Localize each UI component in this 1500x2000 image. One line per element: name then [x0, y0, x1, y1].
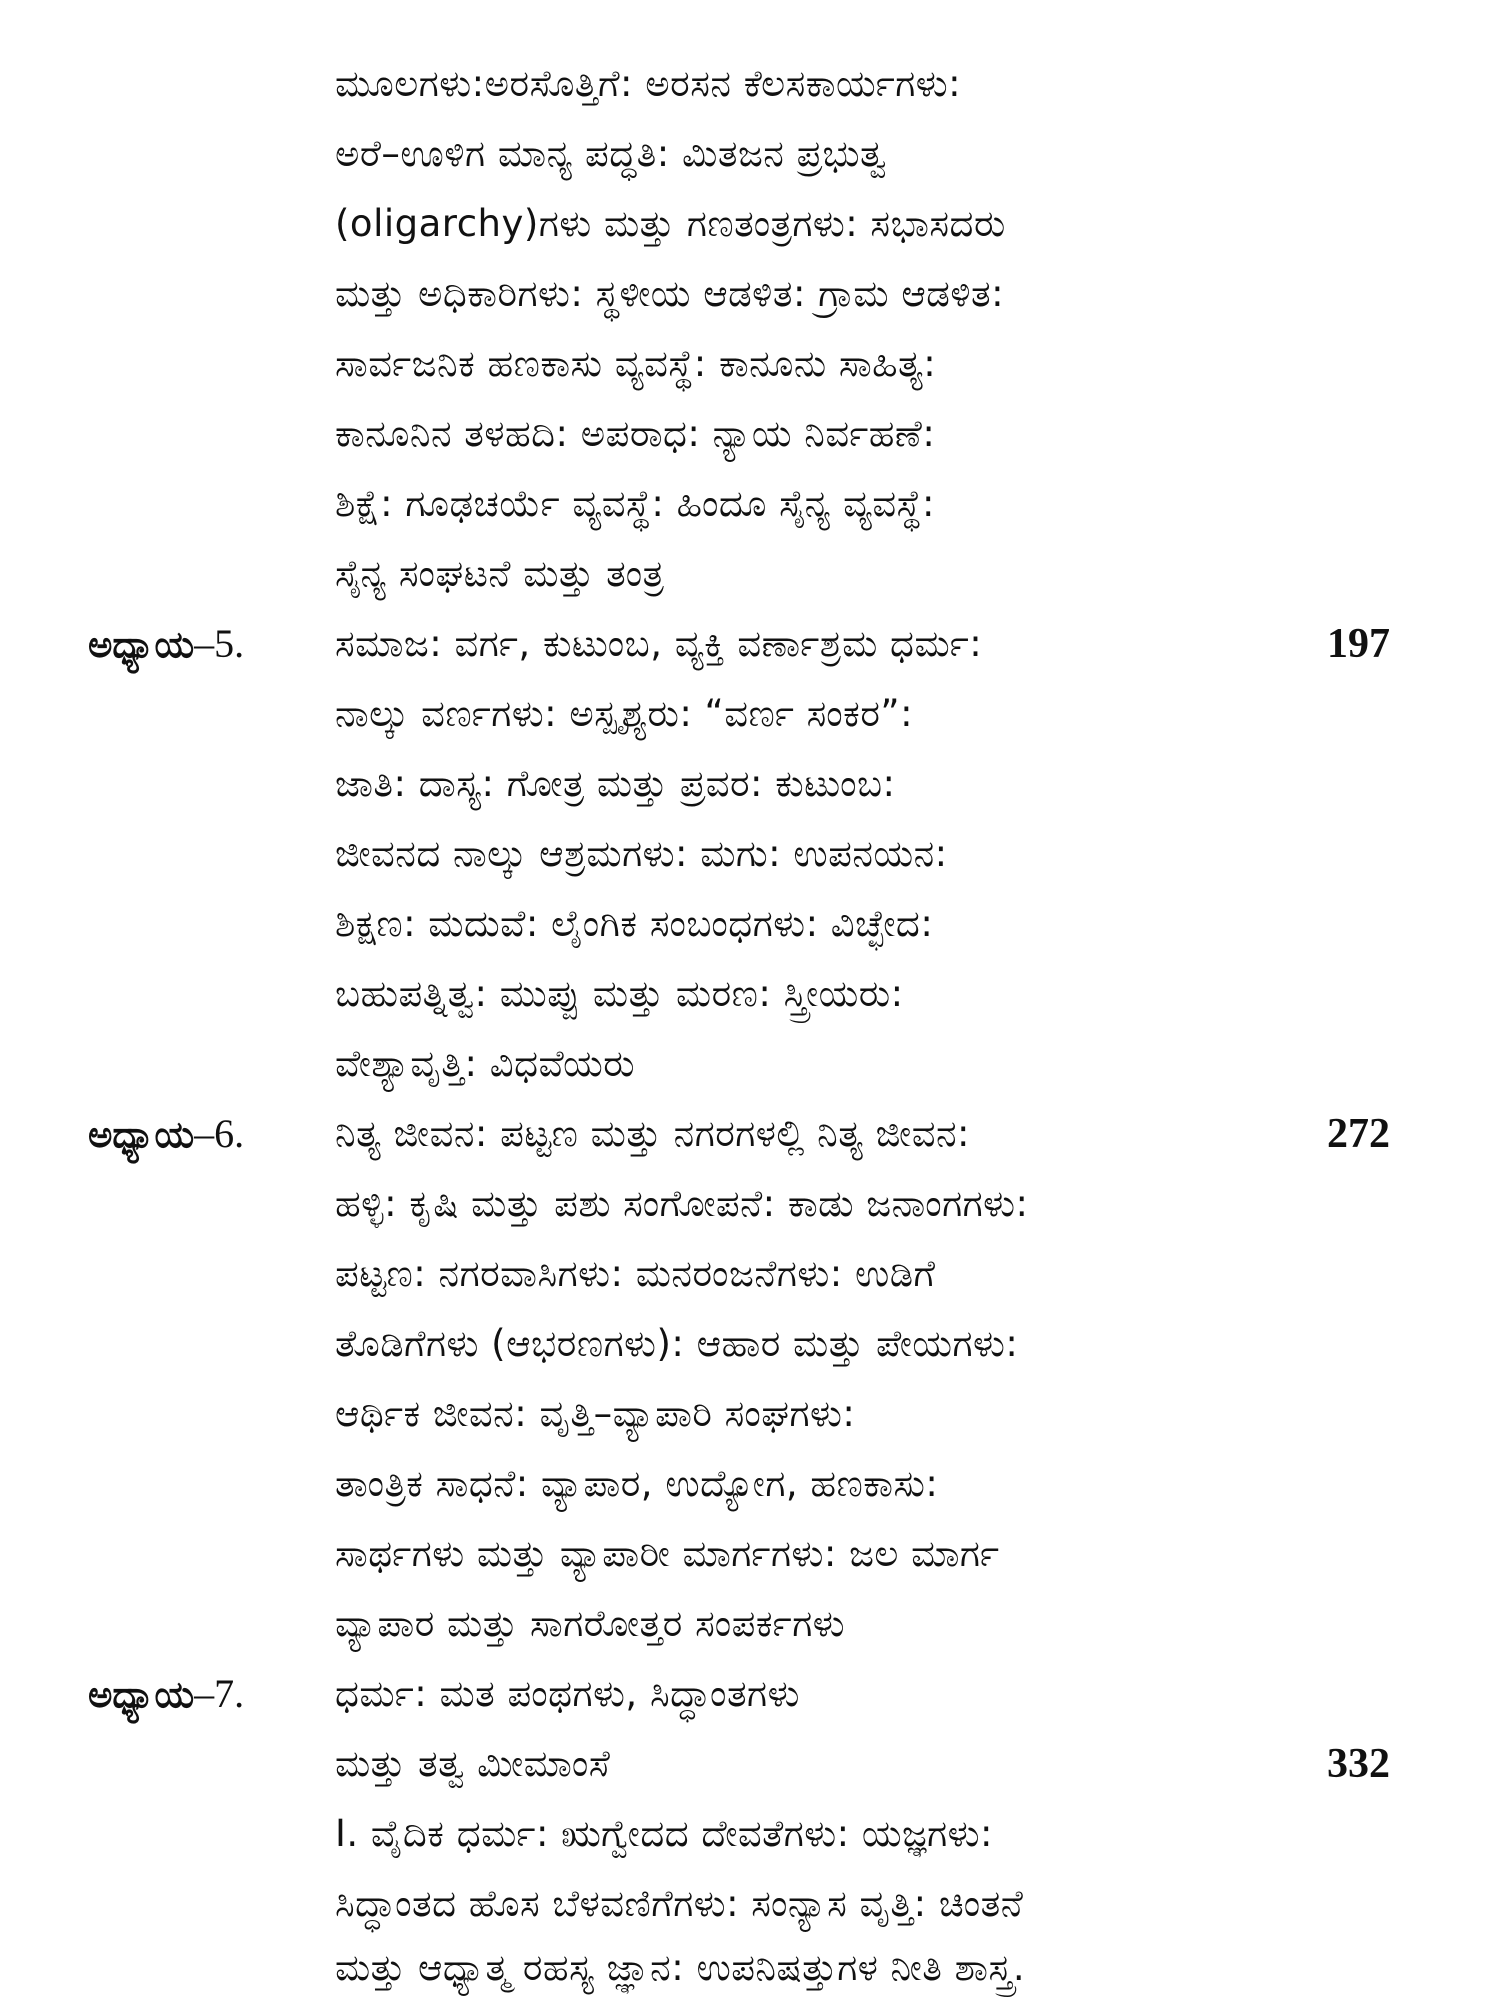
toc-line: ಆರ್ಥಿಕ ಜೀವನ: ವೃತ್ತಿ–ವ್ಯಾಪಾರಿ ಸಂಘಗಳು:: [335, 1392, 856, 1435]
toc-line: I. ವೈದಿಕ ಧರ್ಮ: ಋಗ್ವೇದದ ದೇವತೆಗಳು: ಯಜ್ಞಗಳು:: [335, 1812, 993, 1855]
toc-line: ತಾಂತ್ರಿಕ ಸಾಧನೆ: ವ್ಯಾಪಾರ, ಉದ್ಯೋಗ, ಹಣಕಾಸು:: [335, 1462, 939, 1505]
toc-line: ಸಾರ್ಥಗಳು ಮತ್ತು ವ್ಯಾಪಾರೀ ಮಾರ್ಗಗಳು: ಜಲ ಮಾರ್ಗ: [335, 1532, 1000, 1575]
toc-line: ಜೀವನದ ನಾಲ್ಕು ಆಶ್ರಮಗಳು: ಮಗು: ಉಪನಯನ:: [335, 832, 948, 875]
chapter-5-page-number: 197: [1327, 621, 1390, 667]
toc-line: ಸಿದ್ಧಾಂತದ ಹೊಸ ಬೆಳವಣಿಗೆಗಳು: ಸಂನ್ಯಾಸ ವೃತ್ತಿ: ಚಿಂತನೆ: [335, 1882, 1024, 1925]
toc-line: ಸೈನ್ಯ ಸಂಘಟನೆ ಮತ್ತು ತಂತ್ರ: [335, 552, 665, 595]
chapter-7-heading: [88, 1666, 244, 1723]
toc-line: ಮತ್ತು ಆಧ್ಯಾತ್ಮ ರಹಸ್ಯ ಜ್ಞಾನ: ಉಪನಿಷತ್ತುಗಳ ನೀತಿ ಶಾಸ್ತ್ರ.: [335, 1946, 1026, 1989]
toc-line: ಧರ್ಮ: ಮತ ಪಂಥಗಳು, ಸಿದ್ಧಾಂತಗಳು: [335, 1672, 800, 1715]
chapter-word: ಅಧ್ಯಾಯ: [88, 623, 195, 666]
toc-line: ನಿತ್ಯ ಜೀವನ: ಪಟ್ಟಣ ಮತ್ತು ನಗರಗಳಲ್ಲಿ ನಿತ್ಯ ಜೀವನ:: [335, 1112, 970, 1155]
toc-line: ಮತ್ತು ಅಧಿಕಾರಿಗಳು: ಸ್ಥಳೀಯ ಆಡಳಿತ: ಗ್ರಾಮ ಆಡಳಿತ:: [335, 272, 1005, 315]
toc-line: ಶಿಕ್ಷೆ: ಗೂಢಚರ್ಯೆ ವ್ಯವಸ್ಥೆ: ಹಿಂದೂ ಸೈನ್ಯ ವ್ಯವಸ್ಥೆ:: [335, 482, 936, 525]
toc-line: ಅರೆ–ಊಳಿಗ ಮಾನ್ಯ ಪದ್ಧತಿ: ಮಿತಜನ ಪ್ರಭುತ್ವ: [335, 132, 887, 175]
toc-line: ನಾಲ್ಕು ವರ್ಣಗಳು: ಅಸ್ಪೃಶ್ಯರು: “ವರ್ಣ ಸಂಕರ”:: [335, 692, 914, 735]
toc-line: ಜಾತಿ: ದಾಸ್ಯ: ಗೋತ್ರ ಮತ್ತು ಪ್ರವರ: ಕುಟುಂಬ:: [335, 762, 896, 805]
toc-line: ಬಹುಪತ್ನಿತ್ವ: ಮುಪ್ಪು ಮತ್ತು ಮರಣ: ಸ್ತ್ರೀಯರು:: [335, 972, 904, 1015]
toc-line: ಹಳ್ಳಿ: ಕೃಷಿ ಮತ್ತು ಪಶು ಸಂಗೋಪನೆ: ಕಾಡು ಜನಾಂಗಗಳು:: [335, 1182, 1029, 1225]
chapter-number: –7.: [194, 1671, 245, 1716]
toc-line: ಪಟ್ಟಣ: ನಗರವಾಸಿಗಳು: ಮನರಂಜನೆಗಳು: ಉಡಿಗೆ: [335, 1252, 936, 1295]
chapter-7-page-number: 332: [1327, 1741, 1390, 1787]
toc-line: ಶಿಕ್ಷಣ: ಮದುವೆ: ಲೈಂಗಿಕ ಸಂಬಂಧಗಳು: ವಿಚ್ಛೇದ:: [335, 902, 934, 945]
toc-line: ಮೂಲಗಳು:ಅರಸೊತ್ತಿಗೆ: ಅರಸನ ಕೆಲಸಕಾರ್ಯಗಳು:: [335, 62, 962, 105]
chapter-word: ಅಧ್ಯಾಯ: [88, 1673, 195, 1716]
toc-line: ತೊಡಿಗೆಗಳು (ಆಭರಣಗಳು): ಆಹಾರ ಮತ್ತು ಪೇಯಗಳು:: [335, 1322, 1019, 1365]
toc-line: ಸಮಾಜ: ವರ್ಗ, ಕುಟುಂಬ, ವ್ಯಕ್ತಿ ವರ್ಣಾಶ್ರಮ ಧರ್ಮ:: [335, 622, 983, 665]
chapter-number: –6.: [194, 1111, 245, 1156]
toc-line: ಮತ್ತು ತತ್ವ ಮೀಮಾಂಸೆ: [335, 1742, 611, 1785]
chapter-5-heading: [88, 616, 244, 673]
chapter-6-page-number: 272: [1327, 1111, 1390, 1157]
chapter-number: –5.: [194, 621, 245, 666]
chapter-6-heading: [88, 1106, 244, 1163]
toc-line: ಕಾನೂನಿನ ತಳಹದಿ: ಅಪರಾಧ: ನ್ಯಾಯ ನಿರ್ವಹಣೆ:: [335, 412, 936, 455]
toc-line: ವೇಶ್ಯಾವೃತ್ತಿ: ವಿಧವೆಯರು: [335, 1042, 636, 1085]
toc-line: ವ್ಯಾಪಾರ ಮತ್ತು ಸಾಗರೋತ್ತರ ಸಂಪರ್ಕಗಳು: [335, 1602, 846, 1645]
chapter-word: ಅಧ್ಯಾಯ: [88, 1113, 195, 1156]
toc-line: (oligarchy)ಗಳು ಮತ್ತು ಗಣತಂತ್ರಗಳು: ಸಭಾಸದರು: [335, 202, 1006, 245]
toc-line: ಸಾರ್ವಜನಿಕ ಹಣಕಾಸು ವ್ಯವಸ್ಥೆ: ಕಾನೂನು ಸಾಹಿತ್ಯ:: [335, 342, 937, 385]
